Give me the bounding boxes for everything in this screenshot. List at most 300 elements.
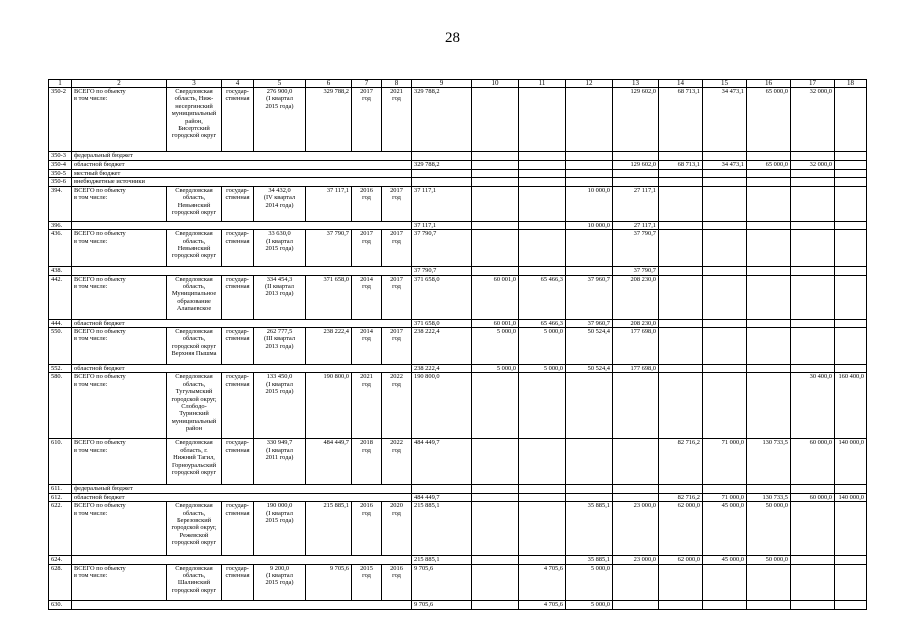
table-cell: 35 885,1	[566, 502, 613, 556]
table-cell	[791, 170, 835, 178]
table-cell: Свердловская область, Муниципальное образование Алапаевское	[167, 275, 222, 319]
table-cell: 71 000,0	[703, 493, 747, 501]
table-cell: 10 000,0	[566, 221, 613, 229]
table-cell	[791, 564, 835, 600]
table-cell	[659, 186, 703, 221]
table-cell	[472, 493, 519, 501]
table-cell	[703, 230, 747, 267]
table-cell: 37 790,7	[306, 230, 352, 267]
table-cell: областной бюджет	[72, 319, 412, 327]
table-cell	[566, 170, 613, 178]
table-cell: 5 000,0	[472, 365, 519, 373]
table-cell: 68 713,1	[659, 88, 703, 152]
table-cell: 9 705,6	[306, 564, 352, 600]
table-cell: государ- ственная	[222, 186, 254, 221]
table-cell: 238 222,4	[412, 365, 472, 373]
table-cell: 5 000,0	[566, 564, 613, 600]
page-number: 28	[445, 30, 460, 46]
table-cell	[659, 170, 703, 178]
table-cell: 50 524,4	[566, 328, 613, 365]
table-cell	[659, 178, 703, 186]
funding-source-row	[49, 556, 867, 564]
table-cell	[519, 186, 566, 221]
column-number-cell: 18	[835, 80, 867, 88]
table-cell	[412, 170, 472, 178]
table-cell	[519, 161, 566, 170]
column-number-cell: 9	[412, 80, 472, 88]
table-cell: 436.	[49, 230, 72, 267]
table-cell: 9 705,6	[412, 564, 472, 600]
table-cell	[472, 373, 519, 439]
table-cell: 350-5	[49, 170, 72, 178]
table-cell	[791, 221, 835, 229]
column-number-cell: 8	[382, 80, 412, 88]
table-cell: Свердловская область, городской округ Верхняя Пышма	[167, 328, 222, 365]
table-cell: 329 788,2	[412, 88, 472, 152]
table-cell	[659, 319, 703, 327]
table-cell	[519, 152, 566, 161]
table-cell: государ- ственная	[222, 275, 254, 319]
table-cell: 2015 год	[352, 564, 382, 600]
table-cell: 550.	[49, 328, 72, 365]
table-cell: 2017 год	[352, 230, 382, 267]
table-cell: 30 400,0	[791, 373, 835, 439]
table-cell: 65 466,3	[519, 319, 566, 327]
table-cell	[613, 439, 659, 485]
table-cell: Свердловская область, Невьянский городской округ	[167, 186, 222, 221]
table-cell	[791, 328, 835, 365]
table-cell: 2017 год	[382, 275, 412, 319]
table-cell	[835, 170, 867, 178]
table-cell: ВСЕГО по объекту в том числе:	[72, 230, 167, 267]
table-cell: государ- ственная	[222, 373, 254, 439]
table-cell: государ- ственная	[222, 88, 254, 152]
table-cell	[519, 556, 566, 564]
table-cell: 45 000,0	[703, 556, 747, 564]
table-cell	[703, 267, 747, 275]
table-cell: Свердловская область, г. Нижний Тагил, Горноуральский городской округ	[167, 439, 222, 485]
table-cell	[835, 485, 867, 493]
table-cell: 2016 год	[382, 564, 412, 600]
table-cell	[659, 564, 703, 600]
table-cell	[472, 556, 519, 564]
table-cell: 68 713,1	[659, 161, 703, 170]
table-cell	[472, 88, 519, 152]
table-cell: 215 885,1	[412, 556, 472, 564]
table-cell: 190 800,0	[412, 373, 472, 439]
column-number-cell: 15	[703, 80, 747, 88]
table-cell: 2017 год	[352, 88, 382, 152]
table-cell: 2016 год	[352, 186, 382, 221]
table-cell: 34 473,1	[703, 88, 747, 152]
table-cell	[659, 221, 703, 229]
table-cell	[472, 152, 519, 161]
table-cell	[835, 319, 867, 327]
table-cell: 190 000,0 (I квартал 2015 года)	[254, 502, 306, 556]
table-cell	[703, 485, 747, 493]
table-cell	[703, 275, 747, 319]
table-cell	[703, 365, 747, 373]
table-cell	[566, 178, 613, 186]
table-cell	[472, 485, 519, 493]
column-number-cell: 7	[352, 80, 382, 88]
table-cell: 10 000,0	[566, 186, 613, 221]
table-cell: 37 790,7	[412, 267, 472, 275]
table-cell: ВСЕГО по объекту в том числе:	[72, 502, 167, 556]
table-cell: 350-4	[49, 161, 72, 170]
table-cell	[835, 152, 867, 161]
funding-source-row	[49, 365, 867, 373]
object-row	[49, 186, 867, 221]
table-cell	[791, 152, 835, 161]
table-cell: 371 658,0	[412, 275, 472, 319]
table-cell: 33 630,0 (I квартал 2015 года)	[254, 230, 306, 267]
investment-register-table	[48, 79, 867, 610]
object-row	[49, 230, 867, 267]
object-row	[49, 88, 867, 152]
table-cell: 276 900,0 (I квартал 2015 года)	[254, 88, 306, 152]
table-cell: 2020 год	[382, 502, 412, 556]
funding-source-row	[49, 161, 867, 170]
table-cell	[613, 493, 659, 501]
table-cell: 4 705,6	[519, 600, 566, 609]
table-cell: Свердловская область, Шалинский городской округ	[167, 564, 222, 600]
table-cell: местный бюджет	[72, 170, 412, 178]
table-cell: 50 524,4	[566, 365, 613, 373]
table-cell: 2017 год	[382, 328, 412, 365]
table-cell	[566, 485, 613, 493]
table-cell	[835, 600, 867, 609]
table-cell	[791, 186, 835, 221]
table-cell	[519, 178, 566, 186]
table-cell: 27 117,1	[613, 221, 659, 229]
table-cell	[703, 186, 747, 221]
object-row	[49, 328, 867, 365]
funding-source-row	[49, 267, 867, 275]
table-cell	[835, 161, 867, 170]
column-number-cell: 14	[659, 80, 703, 88]
table-cell: 2022 год	[382, 373, 412, 439]
table-cell	[703, 178, 747, 186]
table-cell: областной бюджет	[72, 365, 412, 373]
funding-source-row	[49, 178, 867, 186]
table-cell	[747, 600, 791, 609]
funding-source-row	[49, 600, 867, 609]
table-cell: областной бюджет	[72, 493, 412, 501]
table-cell	[703, 328, 747, 365]
table-cell	[747, 230, 791, 267]
table-cell	[412, 178, 472, 186]
column-number-cell: 16	[747, 80, 791, 88]
table-cell: 37 790,7	[613, 230, 659, 267]
table-cell	[72, 221, 412, 229]
column-number-cell: 4	[222, 80, 254, 88]
table-cell: 190 800,0	[306, 373, 352, 439]
table-cell	[519, 267, 566, 275]
object-row	[49, 439, 867, 485]
table-cell: 630.	[49, 600, 72, 609]
table-cell	[747, 365, 791, 373]
table-cell: 177 698,0	[613, 328, 659, 365]
table-cell: 45 000,0	[703, 502, 747, 556]
table-cell: 371 658,0	[412, 319, 472, 327]
table-cell: ВСЕГО по объекту в том числе:	[72, 88, 167, 152]
table-cell	[659, 373, 703, 439]
table-cell	[703, 152, 747, 161]
table-cell: 2021 год	[382, 88, 412, 152]
table-cell: 5 000,0	[472, 328, 519, 365]
funding-source-row	[49, 152, 867, 161]
table-cell	[791, 485, 835, 493]
table-cell	[566, 161, 613, 170]
table-cell	[659, 152, 703, 161]
table-cell: 23 000,0	[613, 556, 659, 564]
table-cell	[835, 502, 867, 556]
table-cell	[791, 178, 835, 186]
table-cell: 350-2	[49, 88, 72, 152]
table-cell: 580.	[49, 373, 72, 439]
table-cell	[791, 365, 835, 373]
table-cell: 350-6	[49, 178, 72, 186]
table-cell	[659, 328, 703, 365]
table-cell: 628.	[49, 564, 72, 600]
table-cell	[835, 230, 867, 267]
table-cell	[472, 178, 519, 186]
table-cell: 82 716,2	[659, 493, 703, 501]
column-number-cell: 11	[519, 80, 566, 88]
table-cell	[747, 328, 791, 365]
table-cell: Свердловская область, Невьянский городской округ	[167, 230, 222, 267]
table-cell	[659, 485, 703, 493]
table-cell: 60 000,0	[791, 493, 835, 501]
table-cell: государ- ственная	[222, 230, 254, 267]
table-cell	[472, 439, 519, 485]
table-cell	[835, 267, 867, 275]
table-cell: 160 400,0	[835, 373, 867, 439]
table-cell	[472, 564, 519, 600]
table-cell	[659, 267, 703, 275]
column-number-cell: 2	[72, 80, 167, 88]
table-cell: федеральный бюджет	[72, 485, 412, 493]
table-cell: 35 885,1	[566, 556, 613, 564]
table-cell: ВСЕГО по объекту в том числе:	[72, 328, 167, 365]
funding-source-row	[49, 170, 867, 178]
table-cell	[472, 221, 519, 229]
table-cell: 34 432,0 (IV квартал 2014 года)	[254, 186, 306, 221]
table-cell: 130 733,5	[747, 439, 791, 485]
column-number-row	[49, 80, 867, 88]
table-cell	[791, 267, 835, 275]
table-cell	[566, 230, 613, 267]
table-cell	[566, 493, 613, 501]
table-cell	[703, 600, 747, 609]
table-cell: 5 000,0	[566, 600, 613, 609]
table-cell: государ- ственная	[222, 439, 254, 485]
table-cell: ВСЕГО по объекту в том числе:	[72, 439, 167, 485]
object-row	[49, 502, 867, 556]
table-cell: 552.	[49, 365, 72, 373]
table-cell	[613, 373, 659, 439]
table-cell: 238 222,4	[306, 328, 352, 365]
table-cell	[747, 186, 791, 221]
table-cell: государ- ственная	[222, 328, 254, 365]
table-cell	[519, 170, 566, 178]
table-cell: 50 000,0	[747, 556, 791, 564]
table-cell	[613, 170, 659, 178]
column-number-cell: 13	[613, 80, 659, 88]
table-cell	[472, 267, 519, 275]
table-cell: ВСЕГО по объекту в том числе:	[72, 564, 167, 600]
table-cell	[835, 564, 867, 600]
table-cell: 130 733,5	[747, 493, 791, 501]
table-cell: 37 117,1	[412, 221, 472, 229]
table-cell	[472, 230, 519, 267]
table-cell	[519, 221, 566, 229]
table-cell	[747, 152, 791, 161]
table-cell: 27 117,1	[613, 186, 659, 221]
table-cell: 396.	[49, 221, 72, 229]
object-row	[49, 373, 867, 439]
table-cell: 9 200,0 (I квартал 2015 года)	[254, 564, 306, 600]
column-number-cell: 12	[566, 80, 613, 88]
table-cell: 5 000,0	[519, 328, 566, 365]
table-cell: 215 885,1	[412, 502, 472, 556]
table-cell: ВСЕГО по объекту в том числе:	[72, 373, 167, 439]
table-cell	[835, 88, 867, 152]
table-cell: Свердловская область, Тугулымский городской округ, Слободо- Туринский муниципальный район	[167, 373, 222, 439]
table-cell: 2018 год	[352, 439, 382, 485]
table-cell	[613, 564, 659, 600]
table-cell	[703, 221, 747, 229]
table-cell	[472, 186, 519, 221]
table-cell: 65 000,0	[747, 161, 791, 170]
table-cell	[519, 485, 566, 493]
table-cell: 2021 год	[352, 373, 382, 439]
table-cell: 2014 год	[352, 275, 382, 319]
table-cell: 37 960,7	[566, 275, 613, 319]
table-cell: 71 000,0	[703, 439, 747, 485]
table-cell	[566, 373, 613, 439]
table-cell	[791, 600, 835, 609]
table-cell: 37 960,7	[566, 319, 613, 327]
table-cell	[566, 88, 613, 152]
table-cell: 444.	[49, 319, 72, 327]
table-cell: ВСЕГО по объекту в том числе:	[72, 275, 167, 319]
column-number-cell: 3	[167, 80, 222, 88]
table-cell: 60 001,0	[472, 319, 519, 327]
table-cell	[412, 485, 472, 493]
table-cell: 329 788,2	[412, 161, 472, 170]
table-cell	[747, 267, 791, 275]
table-cell: 133 450,0 (I квартал 2015 года)	[254, 373, 306, 439]
table-cell: 60 000,0	[791, 439, 835, 485]
table-cell	[835, 365, 867, 373]
table-cell: 2017 год	[382, 186, 412, 221]
table-cell	[412, 152, 472, 161]
table-cell: 37 117,1	[306, 186, 352, 221]
table-cell: 62 000,0	[659, 556, 703, 564]
table-cell: Свердловская область, Ниж- несергинский муниципальный район, Бисертский городской округ	[167, 88, 222, 152]
table-cell	[519, 373, 566, 439]
table-cell	[747, 275, 791, 319]
column-number-cell: 5	[254, 80, 306, 88]
table-cell: 4 705,6	[519, 564, 566, 600]
table-cell: 37 117,1	[412, 186, 472, 221]
table-cell	[613, 600, 659, 609]
table-cell: 32 000,0	[791, 161, 835, 170]
table-cell: 612.	[49, 493, 72, 501]
table-cell: 438.	[49, 267, 72, 275]
column-number-cell: 1	[49, 80, 72, 88]
table-cell: 2022 год	[382, 439, 412, 485]
table-cell: 2016 год	[352, 502, 382, 556]
table-cell: 329 788,2	[306, 88, 352, 152]
table-cell	[659, 275, 703, 319]
table-cell	[566, 439, 613, 485]
table-cell	[791, 319, 835, 327]
table-cell: 9 705,6	[412, 600, 472, 609]
table-cell: 82 716,2	[659, 439, 703, 485]
table-body	[49, 80, 867, 610]
table-cell	[835, 178, 867, 186]
table-cell: 129 602,0	[613, 88, 659, 152]
table-cell	[519, 502, 566, 556]
table-cell	[835, 275, 867, 319]
table-cell: 330 949,7 (I квартал 2011 года)	[254, 439, 306, 485]
table-cell: 2014 год	[352, 328, 382, 365]
table-cell	[472, 600, 519, 609]
table-cell	[519, 88, 566, 152]
table-cell: 371 658,0	[306, 275, 352, 319]
table-cell	[659, 365, 703, 373]
table-cell	[791, 230, 835, 267]
table-cell: 65 466,3	[519, 275, 566, 319]
table-cell: федеральный бюджет	[72, 152, 412, 161]
table-cell: 624.	[49, 556, 72, 564]
object-row	[49, 564, 867, 600]
table-cell: 208 230,0	[613, 275, 659, 319]
table-cell: 23 000,0	[613, 502, 659, 556]
table-cell: ВСЕГО по объекту в том числе:	[72, 186, 167, 221]
table-cell: 208 230,0	[613, 319, 659, 327]
table-cell	[747, 170, 791, 178]
table-cell	[747, 485, 791, 493]
table-cell: 65 000,0	[747, 88, 791, 152]
table-cell: 442.	[49, 275, 72, 319]
table-cell: 5 000,0	[519, 365, 566, 373]
table-cell: 62 000,0	[659, 502, 703, 556]
table-cell	[659, 600, 703, 609]
table-cell	[613, 485, 659, 493]
table-cell	[835, 221, 867, 229]
object-row	[49, 275, 867, 319]
table-cell	[703, 373, 747, 439]
column-number-cell: 10	[472, 80, 519, 88]
table-cell: 334 454,3 (II квартал 2013 года)	[254, 275, 306, 319]
table-cell	[72, 267, 412, 275]
table-cell	[747, 178, 791, 186]
table-cell: 622.	[49, 502, 72, 556]
funding-source-row	[49, 493, 867, 501]
table-cell	[566, 267, 613, 275]
table-cell	[72, 556, 412, 564]
table-cell: 262 777,5 (III квартал 2013 года)	[254, 328, 306, 365]
table-cell: государ- ственная	[222, 502, 254, 556]
table-cell	[703, 170, 747, 178]
table-cell: 34 473,1	[703, 161, 747, 170]
table-cell: 394.	[49, 186, 72, 221]
table-cell: 2017 год	[382, 230, 412, 267]
